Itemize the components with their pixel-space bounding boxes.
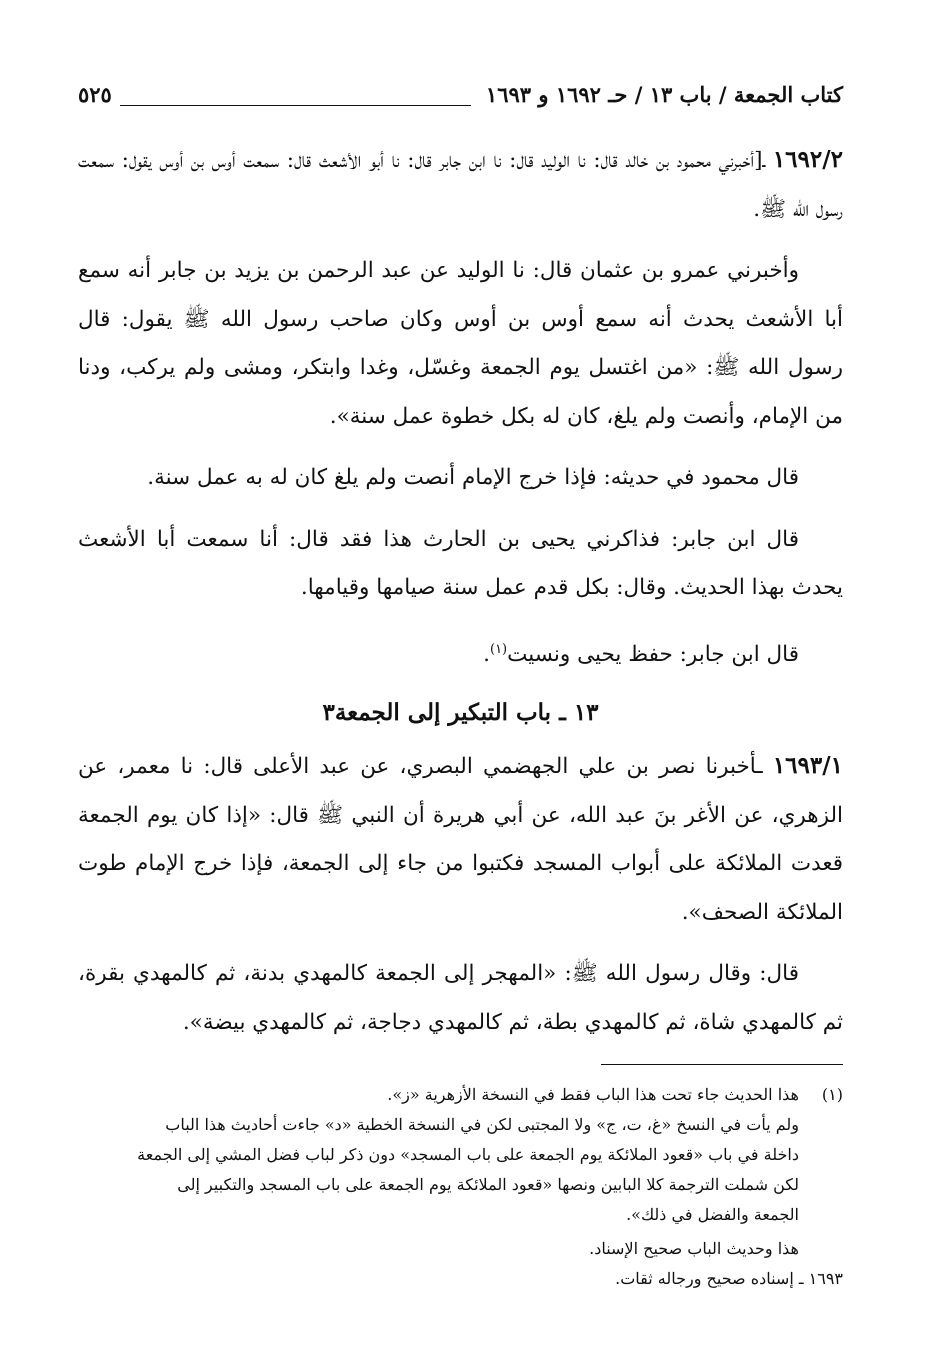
footnote-reference: (١) (489, 641, 508, 657)
footnote-line: ولم يأت في النسخ «غ، ت، ج» ولا المجتبى لكن في النسخة الخطية «د» جاءت أحاديث هذا الباب (165, 1115, 799, 1134)
footnote-1-text (78, 1080, 799, 1230)
page-number: ٥٢٥ (78, 82, 112, 107)
footnote-line: هذا الحديث جاء تحت هذا الباب فقط في النسخة الأزهرية «ز». (387, 1085, 799, 1104)
paragraph-ibn-jabir-1: قال ابن جابر: فذاكرني يحيى بن الحارث هذا فقد قال: أنا سمعت أبا الأشعث يحدث بهذا الحديث. وقال: بكل قدم عمل سنة صيامها وقيامها. (78, 526, 843, 600)
hadith-number-1693: ١٦٩٣/١ (772, 752, 843, 780)
footnote-1 (78, 1080, 843, 1230)
footnote-chapter-note: هذا وحديث الباب صحيح الإسناد. (589, 1239, 799, 1258)
book-page (78, 72, 843, 1342)
hadith-1693-paragraph (78, 742, 843, 937)
hadith-number-1692: ١٦٩٢/٢ (772, 146, 843, 173)
header-title: كتاب الجمعة / باب ١٣ / حـ ١٦٩٢ و ١٦٩٣ (485, 82, 843, 107)
footnote-line: لكن شملت الترجمة كلا البابين ونصها «قعود الملائكة يوم الجمعة على باب المسجد والتكبير إلى (177, 1175, 799, 1194)
header-rule (120, 105, 471, 106)
footnote-rule (601, 1064, 843, 1065)
paragraph-end-mark: . (483, 641, 490, 667)
footnote-line: داخلة في باب «قعود الملائكة يوم الجمعة على باب المسجد» دون ذكر لباب فضل المشي إلى الجمعة (137, 1145, 799, 1164)
paragraph-ibn-jabir-2 (78, 626, 843, 680)
footnotes (78, 1080, 843, 1294)
paragraph-muhajjir: قال: وقال رسول الله ﷺ: «المهجر إلى الجمعة كالمهدي بدنة، ثم كالمهدي بقرة، ثم كالمهدي شاة، ثم كالمهدي بطة، ثم كالمهدي دجاجة، ثم كالمهدي بيضة». (78, 961, 843, 1035)
chapter-heading: ١٣ ـ باب التبكير إلى الجمعة٣ (322, 699, 599, 727)
hadith-1692-text: ـ[أخبرني محمود بن خالد قال: نا الوليد قال: نا ابن جابر قال: نا أبو الأشعث قال: سمعت أوس بن أوس يقول: سمعت رسول الله ﷺ. (78, 148, 843, 222)
paragraph-mahmud: قال محمود في حديثه: فإذا خرج الإمام أنصت ولم يلغ كان له به عمل سنة. (147, 465, 799, 490)
footnote-1693-note: ١٦٩٣ ـ إسناده صحيح ورجاله ثقات. (615, 1269, 843, 1288)
footnote-1-mark: (١) (821, 1085, 843, 1104)
hadith-1693-text: ـأخبرنا نصر بن علي الجهضمي البصري، عن عبد الأعلى قال: نا معمر، عن الزهري، عن الأغر بنَ عبد الله، عن أبي هريرة أن النبي ﷺ قال: «إذا كان يوم الجمعة قعدت الملائكة على أبواب المسجد فكتبوا من جاء إلى الجمعة، فإذا خرج الإمام طوت الملائكة الصحف». (78, 754, 843, 925)
paragraph-amr: وأخبرني عمرو بن عثمان قال: نا الوليد عن عبد الرحمن بن يزيد بن جابر أنه سمع أبا الأشعث يحدث أنه سمع أوس بن أوس وكان صاحب رسول الله ﷺ يقول: قال رسول الله ﷺ: «من اغتسل يوم الجمعة وغسّل، وغدا وابتكر، ومشى ولم يركب، ودنا من الإمام، وأنصت ولم يلغ، كان له بكل خطوة عمل سنة». (78, 258, 843, 429)
footnote-line: الجمعة والفضل في ذلك». (626, 1205, 799, 1224)
hadith-1692-paragraph (78, 136, 843, 234)
running-header (78, 82, 843, 112)
paragraph-ibn-jabir-2-text: قال ابن جابر: حفظ يحيى ونسيت (507, 641, 799, 667)
main-text (78, 136, 843, 1060)
